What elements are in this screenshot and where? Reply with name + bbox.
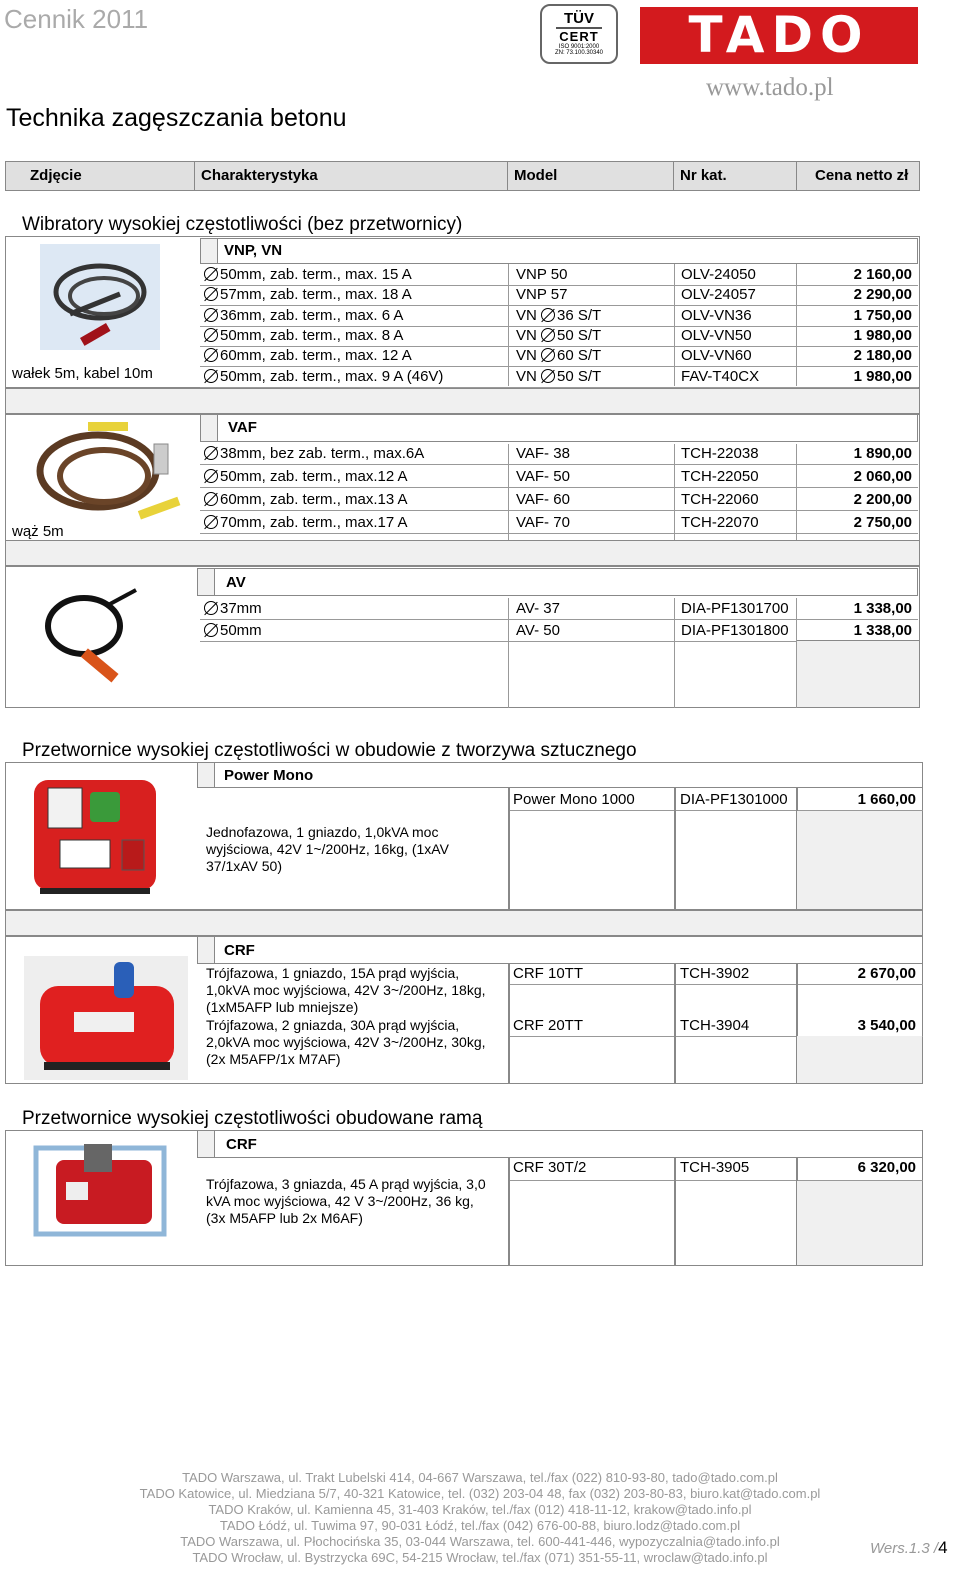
section-title: Przetwornice wysokiej częstotliwości w obudowie z tworzywa sztucznego [22, 740, 637, 761]
page-title: Technika zagęszczania betonu [6, 104, 347, 132]
diameter-icon [541, 348, 555, 362]
crf2-price: 6 320,00 [857, 1159, 916, 1176]
col-characteristics: Charakterystyka [194, 161, 508, 191]
group-label: VAF [228, 419, 257, 436]
diameter-icon [204, 469, 218, 483]
row-price: 2 160,00 [853, 266, 912, 283]
row-model: VN 60 S/T [516, 347, 602, 365]
tuv-cert-logo: TÜV CERT ISO 9001:2000 ZN: 73.100.30340 [540, 4, 618, 64]
row-catalog-no: OLV-VN36 [681, 306, 752, 324]
diameter-icon [541, 369, 555, 383]
row-model: CRF 10TT [513, 965, 584, 982]
row-price: 3 540,00 [857, 1017, 916, 1034]
spacer-row [5, 388, 920, 414]
row-characteristic: 57mm, zab. term., max. 18 A [204, 285, 412, 305]
crf2-model: CRF 30T/2 [513, 1159, 587, 1176]
row-price: 2 750,00 [853, 514, 912, 531]
diameter-icon [204, 492, 218, 506]
row-catalog-no: OLV-VN50 [681, 326, 752, 344]
footer-line: TADO Warszawa, ul. Trakt Lubelski 414, 04-667 Warszawa, tel./fax (022) 810-93-80, tado@tado.com.pl [182, 1470, 778, 1485]
pm-description: Jednofazowa, 1 gniazdo, 1,0kVA moc wyjściowa, 42V 1~/200Hz, 16kg, (1xAV 37/1xAV 50) [206, 824, 449, 874]
crf2-description: Trójfazowa, 3 gniazda, 45 A prąd wyjścia, 3,0 kVA moc wyjściowa, 42 V 3~/200Hz, 36 kg, (3x M5AFP lub 2x M6AF) [206, 1176, 486, 1226]
pm-model: Power Mono 1000 [513, 791, 635, 808]
row-description: Trójfazowa, 1 gniazdo, 15A prąd wyjścia, 1,0kVA moc wyjściowa, 42V 3~/200Hz, 18kg, (1xM5AFP lub mniejsze) [206, 965, 486, 1015]
row-characteristic: 70mm, zab. term., max.17 A [204, 513, 408, 533]
footer-line: TADO Łódź, ul. Tuwima 97, 90-031 Łódź, tel./fax (042) 676-00-88, biuro.lodz@tado.com.pl [219, 1518, 741, 1533]
spacer-row [5, 540, 920, 566]
row-model: VAF- 50 [516, 468, 570, 485]
row-catalog-no: TCH-22050 [681, 468, 759, 485]
row-model: CRF 20TT [513, 1017, 584, 1034]
row-characteristic: 50mm [204, 621, 262, 641]
group-label: AV [226, 574, 246, 591]
group-label: CRF [224, 942, 255, 959]
row-model: VAF- 38 [516, 445, 570, 462]
row-catalog-no: OLV-24050 [681, 266, 756, 283]
column-header-row [5, 161, 920, 191]
row-model: AV- 37 [516, 600, 560, 617]
row-price: 1 750,00 [853, 306, 912, 324]
row-price: 1 890,00 [853, 445, 912, 462]
row-price: 1 980,00 [853, 326, 912, 344]
row-model: VN 36 S/T [516, 306, 602, 324]
row-catalog-no: DIA-PF1301800 [681, 622, 789, 639]
diameter-icon [204, 515, 218, 529]
footer-addresses [0, 1470, 960, 1566]
page-number: 4 [938, 1538, 948, 1557]
group-label: VNP, VN [224, 242, 283, 259]
power-mono-photo [26, 770, 164, 900]
diameter-icon [204, 287, 218, 301]
row-model: VAF- 60 [516, 491, 570, 508]
pm-catalog-no: DIA-PF1301000 [680, 791, 788, 808]
crf-frame-converter-photo [26, 1134, 176, 1252]
col-catalog-no: Nr kat. [673, 161, 797, 191]
row-catalog-no: FAV-T40CX [681, 367, 760, 385]
row-characteristic: 37mm [204, 599, 262, 619]
row-characteristic: 50mm, zab. term., max. 9 A (46V) [204, 367, 443, 387]
row-model: VN 50 S/T [516, 367, 602, 385]
diameter-icon [204, 446, 218, 460]
row-price: 1 338,00 [853, 622, 912, 639]
row-catalog-no: TCH-22038 [681, 445, 759, 462]
row-catalog-no: OLV-VN60 [681, 347, 752, 365]
col-model: Model [507, 161, 674, 191]
group-label: CRF [226, 1136, 257, 1153]
diameter-icon [204, 348, 218, 362]
tado-logo: TADO [640, 7, 918, 64]
row-catalog-no: OLV-24057 [681, 286, 756, 304]
row-price: 2 670,00 [857, 965, 916, 982]
row-price: 2 290,00 [853, 286, 912, 304]
row-characteristic: 50mm, zab. term., max. 15 A [204, 265, 412, 285]
section-title: Przetwornice wysokiej częstotliwości obudowane ramą [22, 1108, 483, 1129]
row-characteristic: 60mm, zab. term., max. 12 A [204, 346, 412, 366]
footer-line: TADO Warszawa, ul. Płochocińska 35, 03-044 Warszawa, tel. 600-441-446, wypozyczalnia@tado.info.pl [180, 1534, 780, 1549]
row-characteristic: 38mm, bez zab. term., max.6A [204, 444, 424, 464]
row-model: VNP 50 [516, 266, 568, 283]
row-model: VN 50 S/T [516, 326, 602, 344]
row-price: 1 980,00 [853, 367, 912, 385]
row-catalog-no: TCH-22070 [681, 514, 759, 531]
price-list-label: Cennik 2011 [4, 4, 149, 34]
row-characteristic: 60mm, zab. term., max.13 A [204, 490, 408, 510]
row-catalog-no: TCH-22060 [681, 491, 759, 508]
footer-line: TADO Kraków, ul. Kamienna 45, 31-403 Kraków, tel./fax (012) 418-11-12, krakow@tado.info.pl [208, 1502, 752, 1517]
vaf-caption: wąż 5m [12, 523, 64, 540]
col-price: Cena netto zł [796, 161, 920, 191]
row-model: AV- 50 [516, 622, 560, 639]
crf2-group-header [197, 1130, 923, 1158]
row-characteristic: 36mm, zab. term., max. 6 A [204, 306, 403, 326]
row-catalog-no: DIA-PF1301700 [681, 600, 789, 617]
vaf-group-header [200, 414, 918, 442]
vibrator-vnp-photo [40, 244, 160, 350]
row-catalog-no: TCH-3904 [680, 1017, 750, 1034]
diameter-icon [204, 369, 218, 383]
vibrator-vaf-photo [18, 416, 186, 528]
row-price: 2 180,00 [853, 347, 912, 365]
row-model: VNP 57 [516, 286, 568, 304]
vnp-group-header [200, 238, 918, 264]
diameter-icon [541, 308, 555, 322]
av-group-header [197, 568, 918, 596]
footer-line: TADO Katowice, ul. Miedziana 5/7, 40-321 Katowice, tel. (032) 203-04 48, fax (032) 203-80-83, biuro.kat@tado.com.pl [139, 1486, 821, 1501]
row-characteristic: 50mm, zab. term., max.12 A [204, 467, 408, 487]
row-catalog-no: TCH-3902 [680, 965, 750, 982]
vnp-caption: wałek 5m, kabel 10m [12, 365, 153, 382]
spacer-row [5, 910, 923, 936]
row-description: Trójfazowa, 2 gniazda, 30A prąd wyjścia, 2,0kVA moc wyjściowa, 42V 3~/200Hz, 30kg, (2x M5AFP/1x M7AF) [206, 1017, 486, 1067]
crf-group-header [197, 936, 923, 964]
version-label: Wers.1.3 /4 [870, 1538, 948, 1557]
diameter-icon [204, 623, 218, 637]
diameter-icon [541, 328, 555, 342]
row-price: 2 200,00 [853, 491, 912, 508]
diameter-icon [204, 328, 218, 342]
crf2-catalog-no: TCH-3905 [680, 1159, 750, 1176]
group-label: Power Mono [224, 767, 314, 784]
website-link[interactable]: www.tado.pl [706, 74, 834, 101]
vibrator-av-photo [40, 582, 146, 692]
crf-converter-photo [24, 956, 188, 1080]
section-title: Wibratory wysokiej częstotliwości (bez przetwornicy) [22, 214, 463, 235]
row-characteristic: 50mm, zab. term., max. 8 A [204, 326, 403, 346]
row-price: 1 338,00 [853, 600, 912, 617]
pm-price: 1 660,00 [857, 791, 916, 808]
row-model: VAF- 70 [516, 514, 570, 531]
diameter-icon [204, 601, 218, 615]
col-photo: Zdjęcie [5, 161, 195, 191]
row-price: 2 060,00 [853, 468, 912, 485]
footer-line: TADO Wrocław, ul. Bystrzycka 69C, 54-215 Wrocław, tel./fax (071) 351-55-11, wroclaw@tado.info.pl [192, 1550, 768, 1565]
diameter-icon [204, 267, 218, 281]
diameter-icon [204, 308, 218, 322]
